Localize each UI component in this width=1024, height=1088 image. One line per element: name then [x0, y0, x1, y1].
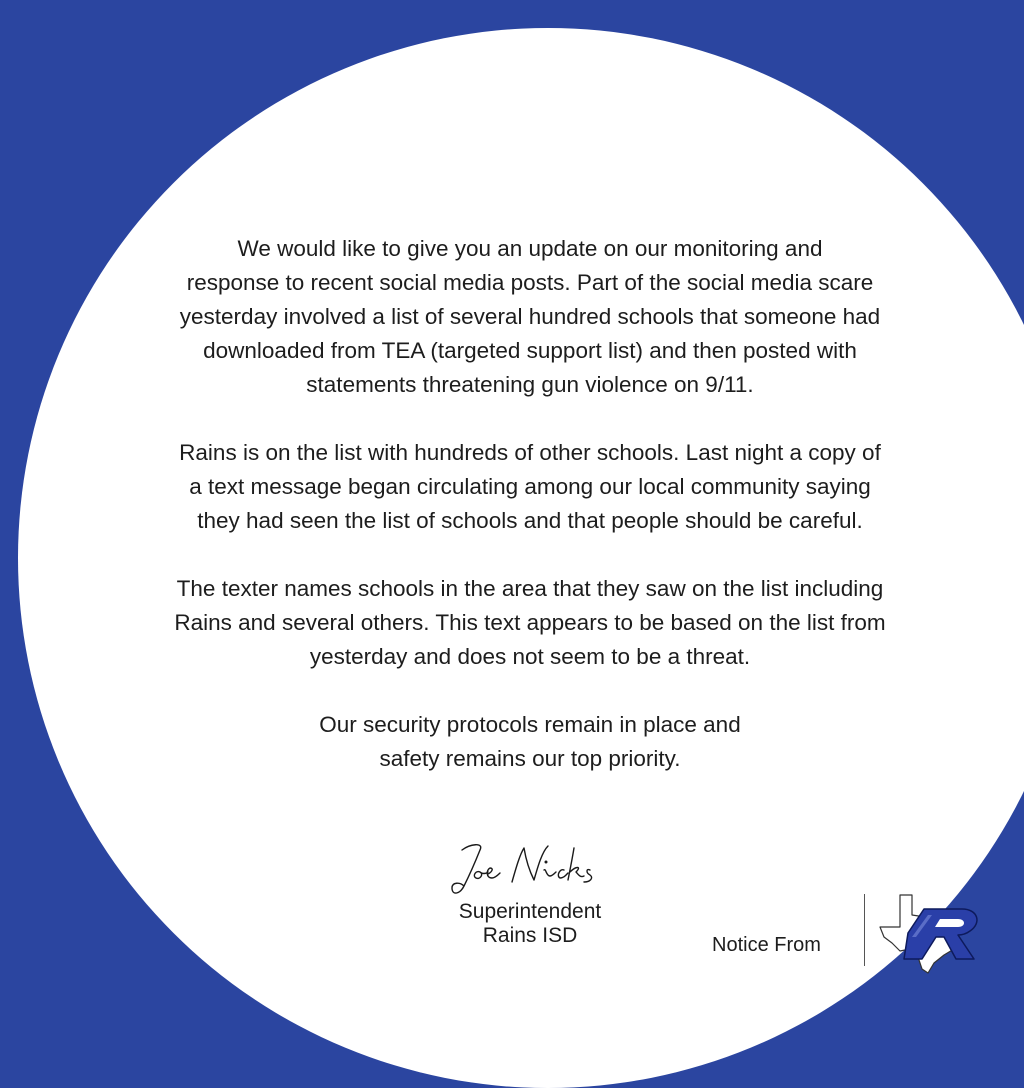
signer-organization: Rains ISD [482, 924, 578, 947]
notice-from-label: Notice From [712, 934, 821, 956]
notice-message [100, 232, 960, 810]
divider [864, 894, 865, 966]
signature-block [400, 900, 660, 948]
signer-title: Superintendent [458, 900, 602, 923]
handwritten-signature [440, 838, 620, 900]
notice-paragraph-2: Rains is on the list with hundreds of other schools. Last night a copy of a text message began circulating among our local community saying they had seen the list of schools and that people should be careful. [179, 440, 881, 533]
notice-paragraph-1: We would like to give you an update on our monitoring and response to recent social media posts. Part of the social media scare yesterday involved a list of several hundred schools that someone had downloaded from TEA (targeted support list) and then posted with statements threatening gun violence on 9/11. [179, 236, 881, 397]
signature-text: Joe Nicks [440, 838, 445, 839]
rains-isd-logo [878, 893, 988, 975]
notice-paragraph-3: The texter names schools in the area that they saw on the list including Rains and several others. This text appears to be based on the list from yesterday and does not seem to be a threat. [174, 576, 886, 669]
notice-paragraph-4: Our security protocols remain in place and safety remains our top priority. [319, 712, 741, 771]
